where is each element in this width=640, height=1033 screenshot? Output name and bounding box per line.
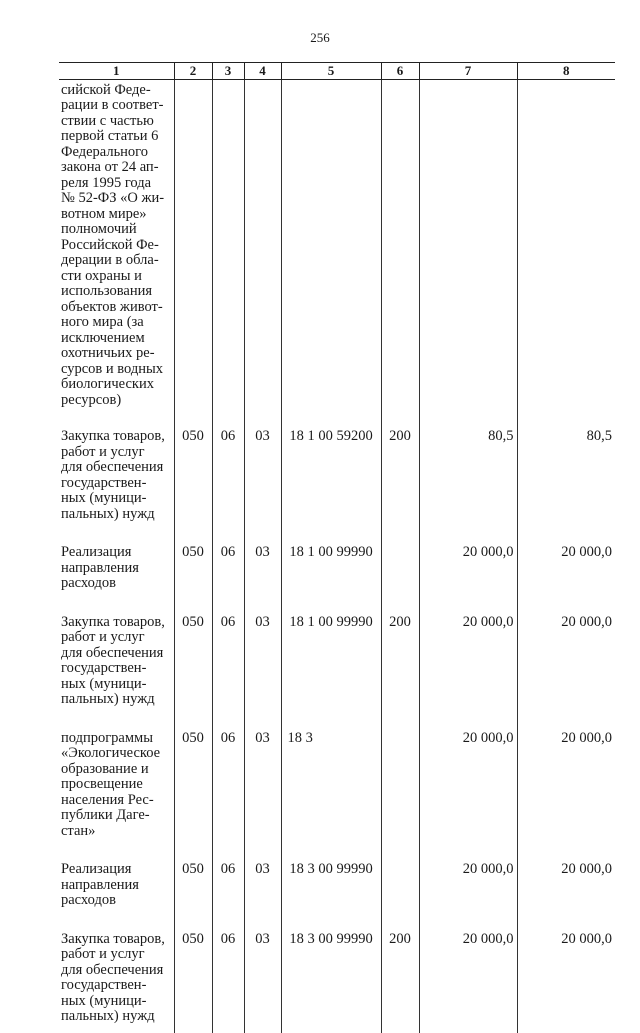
cell-expense-type: 200 — [381, 929, 419, 1033]
cell-section — [212, 79, 244, 426]
cell-subsection — [244, 79, 281, 426]
cell-amount-1 — [419, 79, 517, 426]
cell-amount-1: 20 000,0 — [419, 859, 517, 929]
cell-subsection: 03 — [244, 542, 281, 612]
row-name: сийской Феде- рации в соответ- ствии с частью первой статьи 6 Федерального закона от 24 ап- реля 1995 года № 52-ФЗ «О жи- вотном мире» полномочий Российской Фе- дерации в обла- сти охраны и использования объектов живот- ного мира (за исключением охотничьих ре- сурсов и водных биологических ресурсов) — [59, 79, 174, 426]
cell-ministry-code — [174, 79, 212, 426]
column-header: 7 — [419, 63, 517, 80]
cell-amount-2 — [517, 79, 615, 426]
column-header: 2 — [174, 63, 212, 80]
cell-section: 06 — [212, 929, 244, 1033]
table-row — [59, 929, 615, 1033]
cell-amount-2: 20 000,0 — [517, 728, 615, 860]
cell-expense-type — [381, 859, 419, 929]
row-name: Закупка товаров, работ и услуг для обеспечения государствен- ных (муници- пальных) нужд — [59, 426, 174, 542]
cell-expense-type — [381, 542, 419, 612]
cell-ministry-code: 050 — [174, 426, 212, 542]
row-name: Закупка товаров, работ и услуг для обеспечения государствен- ных (муници- пальных) нужд — [59, 929, 174, 1033]
cell-target-article — [281, 79, 381, 426]
cell-expense-type: 200 — [381, 426, 419, 542]
cell-amount-1: 20 000,0 — [419, 542, 517, 612]
cell-target-article: 18 1 00 99990 — [281, 542, 381, 612]
cell-amount-1: 20 000,0 — [419, 929, 517, 1033]
cell-expense-type: 200 — [381, 612, 419, 728]
column-header: 6 — [381, 63, 419, 80]
cell-ministry-code: 050 — [174, 929, 212, 1033]
cell-amount-1: 80,5 — [419, 426, 517, 542]
table-row — [59, 859, 615, 929]
budget-table-container — [59, 62, 615, 1033]
column-header: 3 — [212, 63, 244, 80]
cell-amount-2: 20 000,0 — [517, 859, 615, 929]
table-row — [59, 79, 615, 426]
page-number: 256 — [310, 30, 330, 45]
cell-ministry-code: 050 — [174, 728, 212, 860]
column-header: 1 — [59, 63, 174, 80]
cell-subsection: 03 — [244, 612, 281, 728]
row-name: Реализация направления расходов — [59, 542, 174, 612]
row-name: подпрограммы «Экологическое образование и просвещение населения Рес- публики Даге- стан» — [59, 728, 174, 860]
cell-amount-2: 20 000,0 — [517, 929, 615, 1033]
table-row — [59, 728, 615, 860]
cell-amount-2: 20 000,0 — [517, 542, 615, 612]
cell-subsection: 03 — [244, 426, 281, 542]
column-header: 8 — [517, 63, 615, 80]
cell-ministry-code: 050 — [174, 859, 212, 929]
cell-subsection: 03 — [244, 929, 281, 1033]
table-row — [59, 542, 615, 612]
row-name: Закупка товаров, работ и услуг для обеспечения государствен- ных (муници- пальных) нужд — [59, 612, 174, 728]
cell-amount-2: 20 000,0 — [517, 612, 615, 728]
cell-section: 06 — [212, 612, 244, 728]
cell-target-article: 18 1 00 59200 — [281, 426, 381, 542]
cell-target-article: 18 3 00 99990 — [281, 859, 381, 929]
cell-amount-2: 80,5 — [517, 426, 615, 542]
cell-expense-type — [381, 728, 419, 860]
cell-ministry-code: 050 — [174, 542, 212, 612]
budget-table — [59, 62, 615, 1033]
cell-amount-1: 20 000,0 — [419, 612, 517, 728]
table-row — [59, 426, 615, 542]
cell-section: 06 — [212, 859, 244, 929]
row-name: Реализация направления расходов — [59, 859, 174, 929]
cell-ministry-code: 050 — [174, 612, 212, 728]
cell-subsection: 03 — [244, 859, 281, 929]
table-row — [59, 612, 615, 728]
cell-section: 06 — [212, 542, 244, 612]
cell-subsection: 03 — [244, 728, 281, 860]
cell-expense-type — [381, 79, 419, 426]
cell-amount-1: 20 000,0 — [419, 728, 517, 860]
column-header: 5 — [281, 63, 381, 80]
cell-target-article: 18 1 00 99990 — [281, 612, 381, 728]
column-header: 4 — [244, 63, 281, 80]
cell-section: 06 — [212, 728, 244, 860]
header-row — [59, 63, 615, 80]
cell-target-article: 18 3 00 99990 — [281, 929, 381, 1033]
cell-target-article: 18 3 — [281, 728, 381, 860]
cell-section: 06 — [212, 426, 244, 542]
